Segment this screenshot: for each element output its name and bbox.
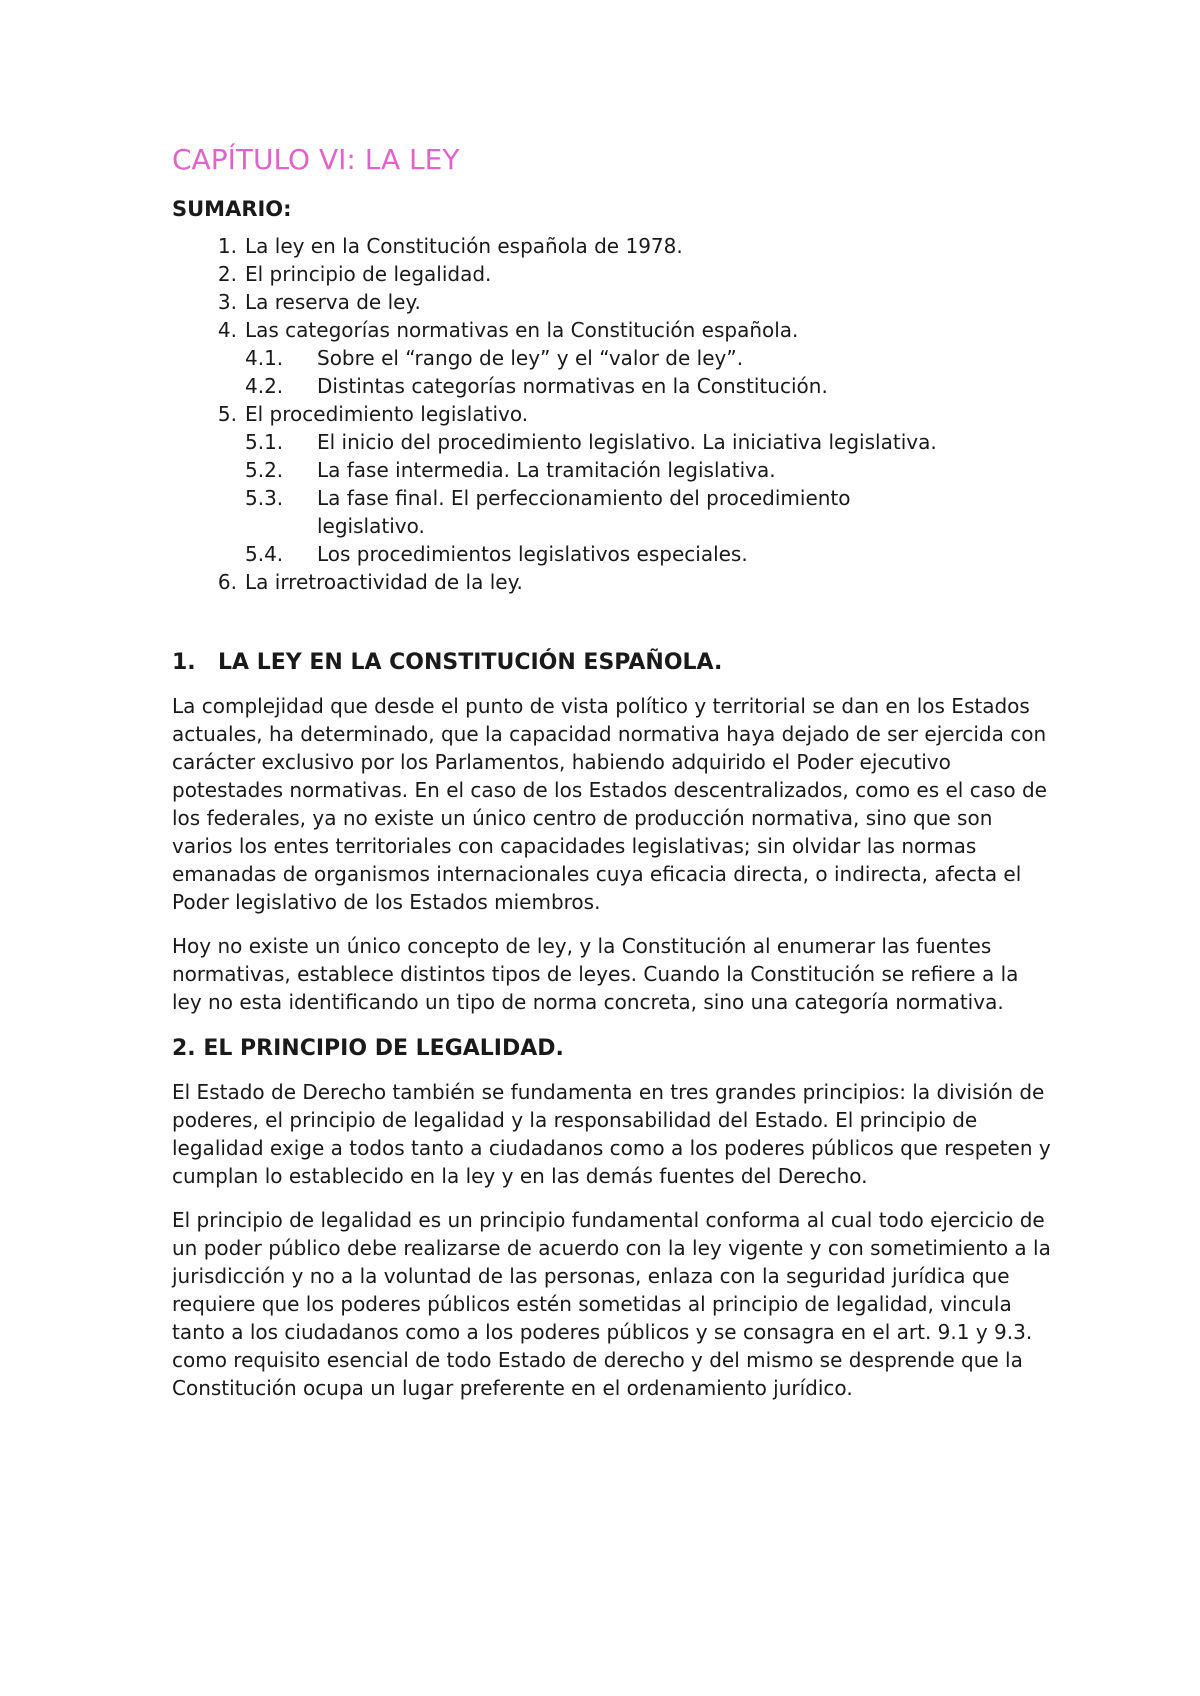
toc-item-number: 2. bbox=[217, 262, 237, 286]
toc-item bbox=[172, 568, 1052, 596]
toc-item-text: El inicio del procedimiento legislativo. La iniciativa legislativa. bbox=[317, 430, 937, 454]
page-content bbox=[172, 138, 1052, 1418]
toc-item-number: 5.3. bbox=[245, 486, 284, 510]
toc-item-text: La fase intermedia. La tramitación legislativa. bbox=[317, 458, 776, 482]
toc-subitem bbox=[172, 540, 1052, 568]
toc-item-text: La fase final. El perfeccionamiento del procedimiento legislativo. bbox=[317, 486, 851, 538]
toc-item bbox=[172, 400, 1052, 428]
toc-item-number: 4. bbox=[217, 318, 237, 342]
chapter-title: CAPÍTULO VI: LA LEY bbox=[172, 143, 460, 176]
toc-item-text: La irretroactividad de la ley. bbox=[245, 570, 523, 594]
toc-subitem bbox=[172, 372, 1052, 400]
toc-item-number: 4.2. bbox=[245, 374, 284, 398]
section-2-paragraph: El Estado de Derecho también se fundamenta en tres grandes principios: la división de poderes, el principio de legalidad y la responsabilidad del Estado. El principio de legalidad exige a todos tanto a ciudadanos como a los poderes públicos que respeten y cumplan lo establecido en la ley y en las demás fuentes del Derecho. bbox=[172, 1080, 1051, 1188]
toc-item bbox=[172, 288, 1052, 316]
toc-item-number: 6. bbox=[217, 570, 237, 594]
toc-subitem bbox=[172, 456, 1052, 484]
toc-item bbox=[172, 232, 1052, 260]
toc-item-number: 4.1. bbox=[245, 346, 284, 370]
toc-subitem bbox=[172, 344, 1052, 372]
section-2-paragraph: El principio de legalidad es un principio fundamental conforma al cual todo ejercicio de un poder público debe realizarse de acuerdo con la ley vigente y con sometimiento a la jurisdicción y no a la voluntad de las personas, enlaza con la seguridad jurídica que requiere que los poderes públicos estén sometidas al principio de legalidad, vincula tanto a los ciudadanos como a los poderes públicos y se consagra en el art. 9.1 y 9.3. como requisito esencial de todo Estado de derecho y del mismo se desprende que la Constitución ocupa un lugar preferente en el ordenamiento jurídico. bbox=[172, 1208, 1051, 1400]
toc-item-number: 1. bbox=[217, 234, 237, 258]
toc-item-text: La reserva de ley. bbox=[245, 290, 421, 314]
sumario-label: SUMARIO: bbox=[172, 197, 292, 221]
section-1-paragraph: Hoy no existe un único concepto de ley, y la Constitución al enumerar las fuentes normativas, establece distintos tipos de leyes. Cuando la Constitución se refiere a la ley no esta identificando un tipo de norma concreta, sino una categoría normativa. bbox=[172, 934, 1019, 1014]
toc-item-text: El procedimiento legislativo. bbox=[245, 402, 529, 426]
table-of-contents bbox=[172, 232, 1052, 596]
toc-item-number: 5. bbox=[217, 402, 237, 426]
toc-item-text: Las categorías normativas en la Constitución española. bbox=[245, 318, 799, 342]
section-2-heading: 2. EL PRINCIPIO DE LEGALIDAD. bbox=[172, 1036, 564, 1061]
toc-item-number: 5.4. bbox=[245, 542, 284, 566]
section-1-number: 1. bbox=[172, 650, 196, 675]
toc-item-number: 5.1. bbox=[245, 430, 284, 454]
toc-item bbox=[172, 316, 1052, 344]
toc-item-text: El principio de legalidad. bbox=[245, 262, 492, 286]
section-1-heading bbox=[172, 646, 1052, 680]
toc-item bbox=[172, 260, 1052, 288]
toc-item-text: Sobre el “rango de ley” y el “valor de ley”. bbox=[317, 346, 744, 370]
toc-subitem bbox=[172, 484, 1052, 540]
toc-item-text: Distintas categorías normativas en la Constitución. bbox=[317, 374, 828, 398]
toc-item-text: Los procedimientos legislativos especiales. bbox=[317, 542, 748, 566]
toc-item-number: 3. bbox=[217, 290, 237, 314]
section-1-title: LA LEY EN LA CONSTITUCIÓN ESPAÑOLA. bbox=[218, 650, 723, 675]
toc-item-text: La ley en la Constitución española de 1978. bbox=[245, 234, 683, 258]
section-1-paragraph: La complejidad que desde el punto de vista político y territorial se dan en los Estados actuales, ha determinado, que la capacidad normativa haya dejado de ser ejercida con carácter exclusivo por los Parlamentos, habiendo adquirido el Poder ejecutivo potestades normativas. En el caso de los Estados descentralizados, como es el caso de los federales, ya no existe un único centro de producción normativa, sino que son varios los entes territoriales con capacidades legislativas; sin olvidar las normas emanadas de organismos internacionales cuya eficacia directa, o indirecta, afecta el Poder legislativo de los Estados miembros. bbox=[172, 694, 1047, 914]
toc-item-number: 5.2. bbox=[245, 458, 284, 482]
toc-subitem bbox=[172, 428, 1052, 456]
